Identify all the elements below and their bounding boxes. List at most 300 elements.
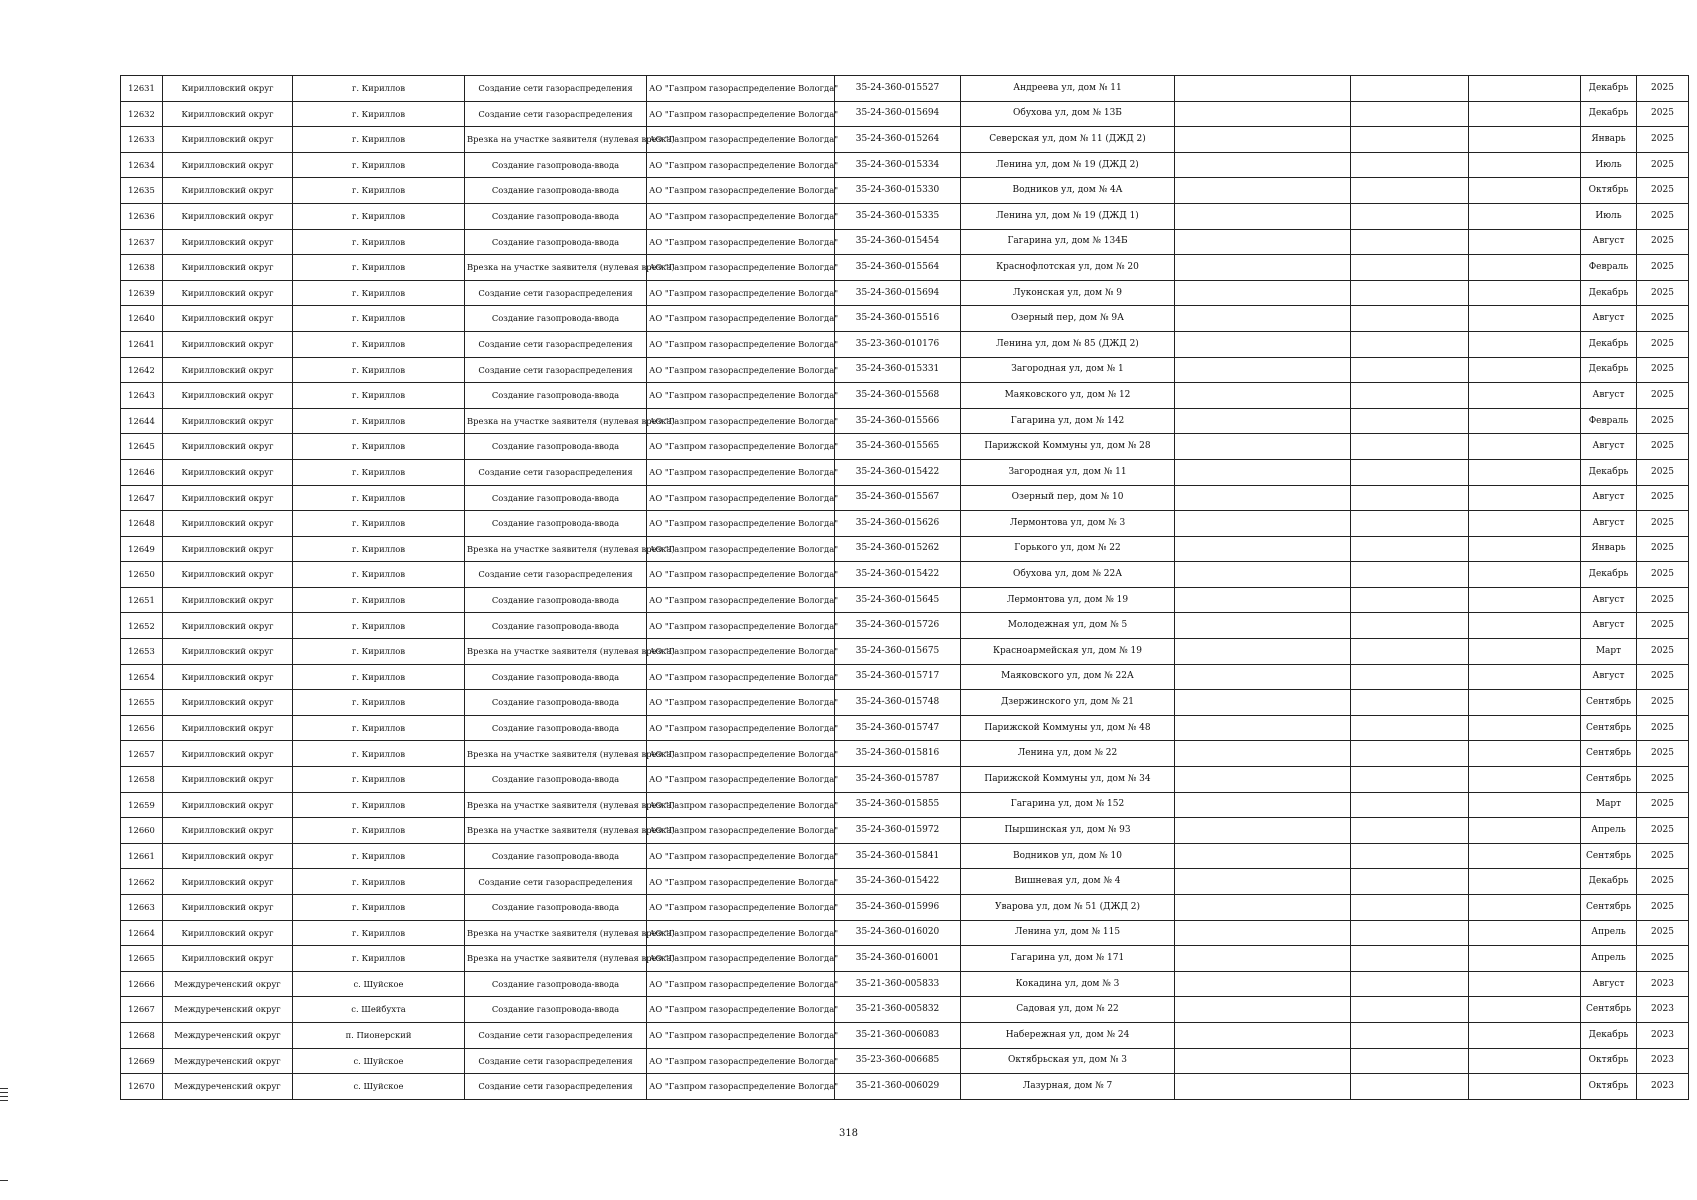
empty-cell <box>1351 127 1469 153</box>
work-type-cell: Создание газопровода-ввода <box>465 203 647 229</box>
district-cell: Кирилловский округ <box>163 76 293 102</box>
month-cell: Декабрь <box>1581 331 1637 357</box>
empty-cell <box>1175 562 1351 588</box>
empty-cell <box>1351 997 1469 1023</box>
district-cell: Кирилловский округ <box>163 485 293 511</box>
empty-cell <box>1469 946 1581 972</box>
organization-cell: АО "Газпром газораспределение Вологда" <box>647 920 835 946</box>
address-cell: Дзержинского ул, дом № 21 <box>961 690 1175 716</box>
district-cell: Кирилловский округ <box>163 203 293 229</box>
organization-cell: АО "Газпром газораспределение Вологда" <box>647 971 835 997</box>
address-cell: Парижской Коммуны ул, дом № 48 <box>961 715 1175 741</box>
table-row <box>121 357 1689 383</box>
address-cell: Маяковского ул, дом № 22А <box>961 664 1175 690</box>
district-cell: Кирилловский округ <box>163 843 293 869</box>
month-cell: Август <box>1581 587 1637 613</box>
edge-mark <box>0 1096 8 1097</box>
empty-cell <box>1175 715 1351 741</box>
empty-cell <box>1469 255 1581 281</box>
work-type-cell: Создание газопровода-ввода <box>465 587 647 613</box>
application-code-cell: 35-24-360-015747 <box>835 715 961 741</box>
locality-cell: г. Кириллов <box>293 76 465 102</box>
address-cell: Лермонтова ул, дом № 19 <box>961 587 1175 613</box>
year-cell: 2023 <box>1637 1022 1689 1048</box>
empty-cell <box>1175 639 1351 665</box>
empty-cell <box>1351 741 1469 767</box>
month-cell: Август <box>1581 485 1637 511</box>
work-type-cell: Создание газопровода-ввода <box>465 971 647 997</box>
application-code-cell: 35-24-360-015972 <box>835 818 961 844</box>
empty-cell <box>1469 639 1581 665</box>
application-code-cell: 35-24-360-015566 <box>835 408 961 434</box>
empty-cell <box>1175 229 1351 255</box>
year-cell: 2025 <box>1637 715 1689 741</box>
empty-cell <box>1469 715 1581 741</box>
district-cell: Кирилловский округ <box>163 562 293 588</box>
edge-mark <box>0 1088 8 1089</box>
address-cell: Андреева ул, дом № 11 <box>961 76 1175 102</box>
year-cell: 2025 <box>1637 459 1689 485</box>
year-cell: 2023 <box>1637 971 1689 997</box>
address-cell: Озерный пер, дом № 9А <box>961 306 1175 332</box>
empty-cell <box>1351 152 1469 178</box>
empty-cell <box>1351 459 1469 485</box>
work-type-cell: Создание газопровода-ввода <box>465 485 647 511</box>
district-cell: Междуреченский округ <box>163 997 293 1023</box>
work-type-cell: Создание газопровода-ввода <box>465 306 647 332</box>
empty-cell <box>1175 818 1351 844</box>
address-cell: Озерный пер, дом № 10 <box>961 485 1175 511</box>
locality-cell: г. Кириллов <box>293 101 465 127</box>
empty-cell <box>1175 485 1351 511</box>
empty-cell <box>1469 895 1581 921</box>
year-cell: 2025 <box>1637 229 1689 255</box>
row-number: 12668 <box>121 1022 163 1048</box>
table-row <box>121 818 1689 844</box>
table-row <box>121 536 1689 562</box>
empty-cell <box>1175 997 1351 1023</box>
empty-cell <box>1469 127 1581 153</box>
organization-cell: АО "Газпром газораспределение Вологда" <box>647 152 835 178</box>
table-row <box>121 306 1689 332</box>
table-row <box>121 255 1689 281</box>
organization-cell: АО "Газпром газораспределение Вологда" <box>647 741 835 767</box>
month-cell: Апрель <box>1581 818 1637 844</box>
locality-cell: г. Кириллов <box>293 792 465 818</box>
address-cell: Садовая ул, дом № 22 <box>961 997 1175 1023</box>
row-number: 12642 <box>121 357 163 383</box>
organization-cell: АО "Газпром газораспределение Вологда" <box>647 76 835 102</box>
locality-cell: с. Шуйское <box>293 1048 465 1074</box>
empty-cell <box>1469 613 1581 639</box>
work-type-cell: Создание газопровода-ввода <box>465 895 647 921</box>
row-number: 12634 <box>121 152 163 178</box>
organization-cell: АО "Газпром газораспределение Вологда" <box>647 818 835 844</box>
work-type-cell: Создание сети газораспределения <box>465 280 647 306</box>
table-row <box>121 639 1689 665</box>
address-cell: Обухова ул, дом № 13Б <box>961 101 1175 127</box>
row-number: 12657 <box>121 741 163 767</box>
locality-cell: г. Кириллов <box>293 536 465 562</box>
month-cell: Сентябрь <box>1581 715 1637 741</box>
empty-cell <box>1469 920 1581 946</box>
district-cell: Междуреченский округ <box>163 1074 293 1100</box>
work-type-cell: Врезка на участке заявителя (нулевая врезка) <box>465 639 647 665</box>
empty-cell <box>1469 1048 1581 1074</box>
empty-cell <box>1351 383 1469 409</box>
empty-cell <box>1351 306 1469 332</box>
empty-cell <box>1175 971 1351 997</box>
application-code-cell: 35-24-360-015264 <box>835 127 961 153</box>
locality-cell: г. Кириллов <box>293 715 465 741</box>
empty-cell <box>1351 715 1469 741</box>
district-cell: Кирилловский округ <box>163 818 293 844</box>
application-code-cell: 35-21-360-005833 <box>835 971 961 997</box>
row-number: 12654 <box>121 664 163 690</box>
empty-cell <box>1175 127 1351 153</box>
locality-cell: г. Кириллов <box>293 383 465 409</box>
empty-cell <box>1469 562 1581 588</box>
empty-cell <box>1469 357 1581 383</box>
empty-cell <box>1175 306 1351 332</box>
empty-cell <box>1175 587 1351 613</box>
locality-cell: с. Шуйское <box>293 1074 465 1100</box>
empty-cell <box>1469 997 1581 1023</box>
empty-cell <box>1469 536 1581 562</box>
application-code-cell: 35-24-360-015726 <box>835 613 961 639</box>
locality-cell: г. Кириллов <box>293 434 465 460</box>
year-cell: 2025 <box>1637 434 1689 460</box>
year-cell: 2025 <box>1637 741 1689 767</box>
address-cell: Гагарина ул, дом № 152 <box>961 792 1175 818</box>
empty-cell <box>1175 1074 1351 1100</box>
empty-cell <box>1351 920 1469 946</box>
organization-cell: АО "Газпром газораспределение Вологда" <box>647 536 835 562</box>
empty-cell <box>1469 408 1581 434</box>
address-cell: Набережная ул, дом № 24 <box>961 1022 1175 1048</box>
organization-cell: АО "Газпром газораспределение Вологда" <box>647 280 835 306</box>
month-cell: Август <box>1581 613 1637 639</box>
row-number: 12644 <box>121 408 163 434</box>
empty-cell <box>1351 613 1469 639</box>
empty-cell <box>1175 767 1351 793</box>
row-number: 12662 <box>121 869 163 895</box>
table-body <box>121 76 1689 1100</box>
empty-cell <box>1469 792 1581 818</box>
empty-cell <box>1469 178 1581 204</box>
district-cell: Кирилловский округ <box>163 741 293 767</box>
year-cell: 2025 <box>1637 408 1689 434</box>
empty-cell <box>1351 843 1469 869</box>
organization-cell: АО "Газпром газораспределение Вологда" <box>647 408 835 434</box>
row-number: 12643 <box>121 383 163 409</box>
district-cell: Кирилловский округ <box>163 127 293 153</box>
empty-cell <box>1175 178 1351 204</box>
table-row <box>121 562 1689 588</box>
work-type-cell: Создание сети газораспределения <box>465 76 647 102</box>
district-cell: Кирилловский округ <box>163 459 293 485</box>
application-code-cell: 35-24-360-015334 <box>835 152 961 178</box>
work-type-cell: Создание газопровода-ввода <box>465 434 647 460</box>
year-cell: 2025 <box>1637 767 1689 793</box>
organization-cell: АО "Газпром газораспределение Вологда" <box>647 869 835 895</box>
row-number: 12638 <box>121 255 163 281</box>
empty-cell <box>1351 511 1469 537</box>
row-number: 12645 <box>121 434 163 460</box>
application-code-cell: 35-24-360-015422 <box>835 562 961 588</box>
month-cell: Октябрь <box>1581 1074 1637 1100</box>
work-type-cell: Создание сети газораспределения <box>465 101 647 127</box>
district-cell: Кирилловский округ <box>163 715 293 741</box>
work-type-cell: Создание газопровода-ввода <box>465 229 647 255</box>
month-cell: Октябрь <box>1581 178 1637 204</box>
locality-cell: г. Кириллов <box>293 690 465 716</box>
year-cell: 2025 <box>1637 562 1689 588</box>
month-cell: Декабрь <box>1581 280 1637 306</box>
empty-cell <box>1469 511 1581 537</box>
year-cell: 2025 <box>1637 178 1689 204</box>
work-type-cell: Врезка на участке заявителя (нулевая врезка) <box>465 920 647 946</box>
empty-cell <box>1175 408 1351 434</box>
month-cell: Сентябрь <box>1581 741 1637 767</box>
district-cell: Кирилловский округ <box>163 587 293 613</box>
address-cell: Ленина ул, дом № 22 <box>961 741 1175 767</box>
empty-cell <box>1175 203 1351 229</box>
application-code-cell: 35-24-360-015422 <box>835 869 961 895</box>
edge-mark <box>0 1092 8 1093</box>
application-code-cell: 35-24-360-015694 <box>835 101 961 127</box>
empty-cell <box>1469 306 1581 332</box>
empty-cell <box>1351 101 1469 127</box>
locality-cell: г. Кириллов <box>293 613 465 639</box>
locality-cell: г. Кириллов <box>293 331 465 357</box>
empty-cell <box>1351 792 1469 818</box>
row-number: 12649 <box>121 536 163 562</box>
address-cell: Лазурная, дом № 7 <box>961 1074 1175 1100</box>
month-cell: Август <box>1581 664 1637 690</box>
work-type-cell: Создание газопровода-ввода <box>465 152 647 178</box>
empty-cell <box>1351 587 1469 613</box>
organization-cell: АО "Газпром газораспределение Вологда" <box>647 997 835 1023</box>
month-cell: Март <box>1581 792 1637 818</box>
address-cell: Молодежная ул, дом № 5 <box>961 613 1175 639</box>
organization-cell: АО "Газпром газораспределение Вологда" <box>647 690 835 716</box>
month-cell: Август <box>1581 383 1637 409</box>
address-cell: Луконская ул, дом № 9 <box>961 280 1175 306</box>
application-code-cell: 35-24-360-015855 <box>835 792 961 818</box>
month-cell: Сентябрь <box>1581 997 1637 1023</box>
empty-cell <box>1351 639 1469 665</box>
month-cell: Июль <box>1581 203 1637 229</box>
locality-cell: г. Кириллов <box>293 203 465 229</box>
locality-cell: г. Кириллов <box>293 280 465 306</box>
district-cell: Кирилловский округ <box>163 434 293 460</box>
empty-cell <box>1175 434 1351 460</box>
month-cell: Апрель <box>1581 946 1637 972</box>
table-row <box>121 127 1689 153</box>
month-cell: Сентябрь <box>1581 690 1637 716</box>
district-cell: Кирилловский округ <box>163 690 293 716</box>
empty-cell <box>1469 843 1581 869</box>
work-type-cell: Врезка на участке заявителя (нулевая врезка) <box>465 741 647 767</box>
year-cell: 2023 <box>1637 1048 1689 1074</box>
empty-cell <box>1469 485 1581 511</box>
row-number: 12646 <box>121 459 163 485</box>
month-cell: Декабрь <box>1581 76 1637 102</box>
organization-cell: АО "Газпром газораспределение Вологда" <box>647 127 835 153</box>
organization-cell: АО "Газпром газораспределение Вологда" <box>647 434 835 460</box>
organization-cell: АО "Газпром газораспределение Вологда" <box>647 511 835 537</box>
table-row <box>121 203 1689 229</box>
district-cell: Кирилловский округ <box>163 613 293 639</box>
year-cell: 2025 <box>1637 485 1689 511</box>
address-cell: Водников ул, дом № 10 <box>961 843 1175 869</box>
row-number: 12659 <box>121 792 163 818</box>
empty-cell <box>1351 1022 1469 1048</box>
locality-cell: г. Кириллов <box>293 920 465 946</box>
year-cell: 2025 <box>1637 255 1689 281</box>
empty-cell <box>1469 818 1581 844</box>
row-number: 12637 <box>121 229 163 255</box>
application-code-cell: 35-21-360-006083 <box>835 1022 961 1048</box>
organization-cell: АО "Газпром газораспределение Вологда" <box>647 664 835 690</box>
empty-cell <box>1469 1022 1581 1048</box>
empty-cell <box>1469 1074 1581 1100</box>
empty-cell <box>1351 229 1469 255</box>
table-row <box>121 664 1689 690</box>
address-cell: Краснофлотская ул, дом № 20 <box>961 255 1175 281</box>
application-code-cell: 35-24-360-015564 <box>835 255 961 281</box>
year-cell: 2025 <box>1637 306 1689 332</box>
year-cell: 2025 <box>1637 869 1689 895</box>
locality-cell: г. Кириллов <box>293 587 465 613</box>
table-row <box>121 383 1689 409</box>
organization-cell: АО "Газпром газораспределение Вологда" <box>647 946 835 972</box>
application-code-cell: 35-24-360-016020 <box>835 920 961 946</box>
row-number: 12639 <box>121 280 163 306</box>
work-type-cell: Создание газопровода-ввода <box>465 511 647 537</box>
district-cell: Кирилловский округ <box>163 306 293 332</box>
district-cell: Кирилловский округ <box>163 511 293 537</box>
table-row <box>121 895 1689 921</box>
locality-cell: г. Кириллов <box>293 843 465 869</box>
address-cell: Обухова ул, дом № 22А <box>961 562 1175 588</box>
row-number: 12664 <box>121 920 163 946</box>
row-number: 12658 <box>121 767 163 793</box>
empty-cell <box>1469 383 1581 409</box>
organization-cell: АО "Газпром газораспределение Вологда" <box>647 715 835 741</box>
month-cell: Апрель <box>1581 920 1637 946</box>
address-cell: Красноармейская ул, дом № 19 <box>961 639 1175 665</box>
work-type-cell: Создание газопровода-ввода <box>465 383 647 409</box>
month-cell: Март <box>1581 639 1637 665</box>
month-cell: Январь <box>1581 536 1637 562</box>
application-code-cell: 35-24-360-015694 <box>835 280 961 306</box>
month-cell: Декабрь <box>1581 562 1637 588</box>
work-type-cell: Врезка на участке заявителя (нулевая врезка) <box>465 818 647 844</box>
application-code-cell: 35-24-360-015331 <box>835 357 961 383</box>
row-number: 12655 <box>121 690 163 716</box>
table-row <box>121 511 1689 537</box>
work-type-cell: Создание газопровода-ввода <box>465 613 647 639</box>
locality-cell: с. Шуйское <box>293 971 465 997</box>
locality-cell: г. Кириллов <box>293 485 465 511</box>
organization-cell: АО "Газпром газораспределение Вологда" <box>647 843 835 869</box>
district-cell: Кирилловский округ <box>163 383 293 409</box>
locality-cell: г. Кириллов <box>293 357 465 383</box>
district-cell: Кирилловский округ <box>163 767 293 793</box>
month-cell: Август <box>1581 306 1637 332</box>
organization-cell: АО "Газпром газораспределение Вологда" <box>647 203 835 229</box>
address-cell: Гагарина ул, дом № 142 <box>961 408 1175 434</box>
empty-cell <box>1469 690 1581 716</box>
year-cell: 2025 <box>1637 127 1689 153</box>
organization-cell: АО "Газпром газораспределение Вологда" <box>647 613 835 639</box>
application-code-cell: 35-21-360-006029 <box>835 1074 961 1100</box>
work-type-cell: Создание газопровода-ввода <box>465 997 647 1023</box>
empty-cell <box>1351 869 1469 895</box>
address-cell: Гагарина ул, дом № 134Б <box>961 229 1175 255</box>
row-number: 12651 <box>121 587 163 613</box>
organization-cell: АО "Газпром газораспределение Вологда" <box>647 1022 835 1048</box>
locality-cell: г. Кириллов <box>293 869 465 895</box>
empty-cell <box>1175 895 1351 921</box>
table-row <box>121 869 1689 895</box>
year-cell: 2025 <box>1637 101 1689 127</box>
row-number: 12647 <box>121 485 163 511</box>
application-code-cell: 35-24-360-015841 <box>835 843 961 869</box>
work-type-cell: Создание сети газораспределения <box>465 357 647 383</box>
empty-cell <box>1469 741 1581 767</box>
address-cell: Пыршинская ул, дом № 93 <box>961 818 1175 844</box>
address-cell: Ленина ул, дом № 19 (ДЖД 2) <box>961 152 1175 178</box>
table-row <box>121 690 1689 716</box>
application-code-cell: 35-24-360-015787 <box>835 767 961 793</box>
empty-cell <box>1351 408 1469 434</box>
empty-cell <box>1351 203 1469 229</box>
locality-cell: г. Кириллов <box>293 664 465 690</box>
empty-cell <box>1469 587 1581 613</box>
year-cell: 2023 <box>1637 997 1689 1023</box>
empty-cell <box>1469 664 1581 690</box>
month-cell: Июль <box>1581 152 1637 178</box>
district-cell: Междуреченский округ <box>163 1048 293 1074</box>
year-cell: 2025 <box>1637 639 1689 665</box>
empty-cell <box>1351 818 1469 844</box>
table-row <box>121 792 1689 818</box>
locality-cell: г. Кириллов <box>293 562 465 588</box>
address-cell: Загородная ул, дом № 1 <box>961 357 1175 383</box>
address-cell: Парижской Коммуны ул, дом № 28 <box>961 434 1175 460</box>
empty-cell <box>1175 357 1351 383</box>
locality-cell: г. Кириллов <box>293 306 465 332</box>
month-cell: Февраль <box>1581 255 1637 281</box>
register-table <box>120 75 1688 1100</box>
organization-cell: АО "Газпром газораспределение Вологда" <box>647 639 835 665</box>
locality-cell: г. Кириллов <box>293 946 465 972</box>
work-type-cell: Врезка на участке заявителя (нулевая врезка) <box>465 408 647 434</box>
edge-mark <box>0 1180 8 1181</box>
month-cell: Август <box>1581 434 1637 460</box>
organization-cell: АО "Газпром газораспределение Вологда" <box>647 562 835 588</box>
empty-cell <box>1175 255 1351 281</box>
work-type-cell: Врезка на участке заявителя (нулевая врезка) <box>465 536 647 562</box>
year-cell: 2025 <box>1637 920 1689 946</box>
locality-cell: г. Кириллов <box>293 178 465 204</box>
organization-cell: АО "Газпром газораспределение Вологда" <box>647 178 835 204</box>
application-code-cell: 35-24-360-015568 <box>835 383 961 409</box>
year-cell: 2025 <box>1637 664 1689 690</box>
